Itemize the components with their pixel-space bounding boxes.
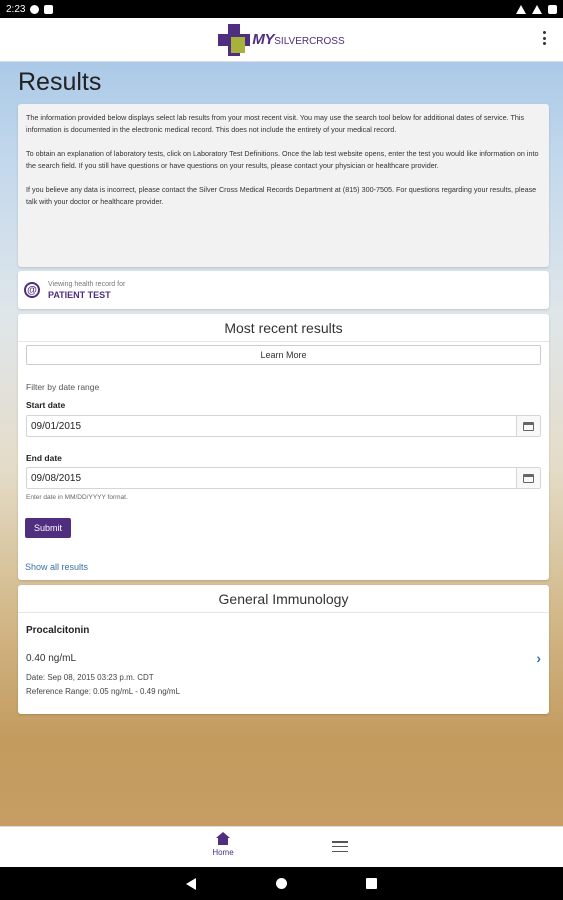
learn-more-button[interactable]: Learn More <box>26 345 541 365</box>
back-icon[interactable] <box>186 878 196 890</box>
most-recent-results-card <box>18 314 549 580</box>
test-date: Date: Sep 08, 2015 03:23 p.m. CDT <box>26 673 154 682</box>
logo-sub: SILVERCROSS <box>274 36 345 47</box>
start-date-label: Start date <box>26 400 66 410</box>
calendar-icon[interactable] <box>516 416 540 436</box>
card-heading: Most recent results <box>18 314 549 342</box>
date-format-hint: Enter date in MM/DD/YYYY format. <box>26 494 128 501</box>
start-date-field[interactable] <box>26 415 541 437</box>
info-paragraph: If you believe any data is incorrect, please contact the Silver Cross Medical Records Department at (815) 300-7505. For questions regarding your results, please talk with your doctor or healthcare provider. <box>26 185 537 206</box>
page-title: Results <box>18 68 102 96</box>
submit-button[interactable]: Submit <box>25 518 71 538</box>
home-icon <box>216 832 230 845</box>
show-all-results-link[interactable]: Show all results <box>25 562 89 572</box>
end-date-value: 09/08/2015 <box>31 473 82 484</box>
info-paragraph: To obtain an explanation of laboratory tests, click on Laboratory Test Definitions. Once the lab test website opens, enter the test you would like information on into the search field. If you still have questions or have questions on your results, please contact your physician or healthcare provider. <box>26 149 539 170</box>
cross-logo-icon <box>218 24 250 56</box>
logo-text <box>252 31 344 48</box>
at-icon: @ <box>24 282 40 298</box>
end-date-field[interactable] <box>26 467 541 489</box>
battery-icon <box>548 5 557 14</box>
patient-selector[interactable] <box>18 271 549 309</box>
general-immunology-card[interactable] <box>18 585 549 714</box>
info-paragraph: The information provided below displays select lab results from your most recent visit. You may use the search tool below for additional dates of service. This information is documented in the electronic medical record. This does not include the entirety of your medical record. <box>26 113 525 134</box>
system-navigation-bar <box>0 867 563 900</box>
filter-label: Filter by date range <box>26 382 100 392</box>
logo-main: MY <box>252 31 275 48</box>
chevron-right-icon[interactable]: › <box>536 650 541 666</box>
menu-icon[interactable] <box>332 841 348 852</box>
wifi-icon <box>516 5 526 14</box>
app-header <box>0 18 563 62</box>
results-info-panel <box>18 104 549 267</box>
home-circle-icon[interactable] <box>276 878 287 889</box>
sd-card-icon <box>44 5 53 14</box>
recent-apps-icon[interactable] <box>366 878 377 889</box>
silvercross-logo[interactable] <box>218 24 344 56</box>
patient-label: Viewing health record for <box>48 280 126 288</box>
start-date-value: 09/01/2015 <box>31 421 82 432</box>
status-bar <box>0 0 563 18</box>
test-value: 0.40 ng/mL <box>26 653 77 664</box>
more-options-icon[interactable] <box>543 31 547 45</box>
status-time: 2:23 <box>6 3 26 15</box>
bottom-navigation <box>0 826 563 867</box>
signal-icon <box>532 5 542 14</box>
card-heading: General Immunology <box>18 585 549 613</box>
end-date-label: End date <box>26 453 62 463</box>
nav-home-label: Home <box>212 848 234 857</box>
notification-icon <box>30 5 39 14</box>
test-name: Procalcitonin <box>26 625 90 636</box>
nav-home-button[interactable] <box>205 832 241 857</box>
patient-name: PATIENT TEST <box>48 289 111 300</box>
reference-range: Reference Range: 0.05 ng/mL - 0.49 ng/mL <box>26 687 181 696</box>
calendar-icon[interactable] <box>516 468 540 488</box>
